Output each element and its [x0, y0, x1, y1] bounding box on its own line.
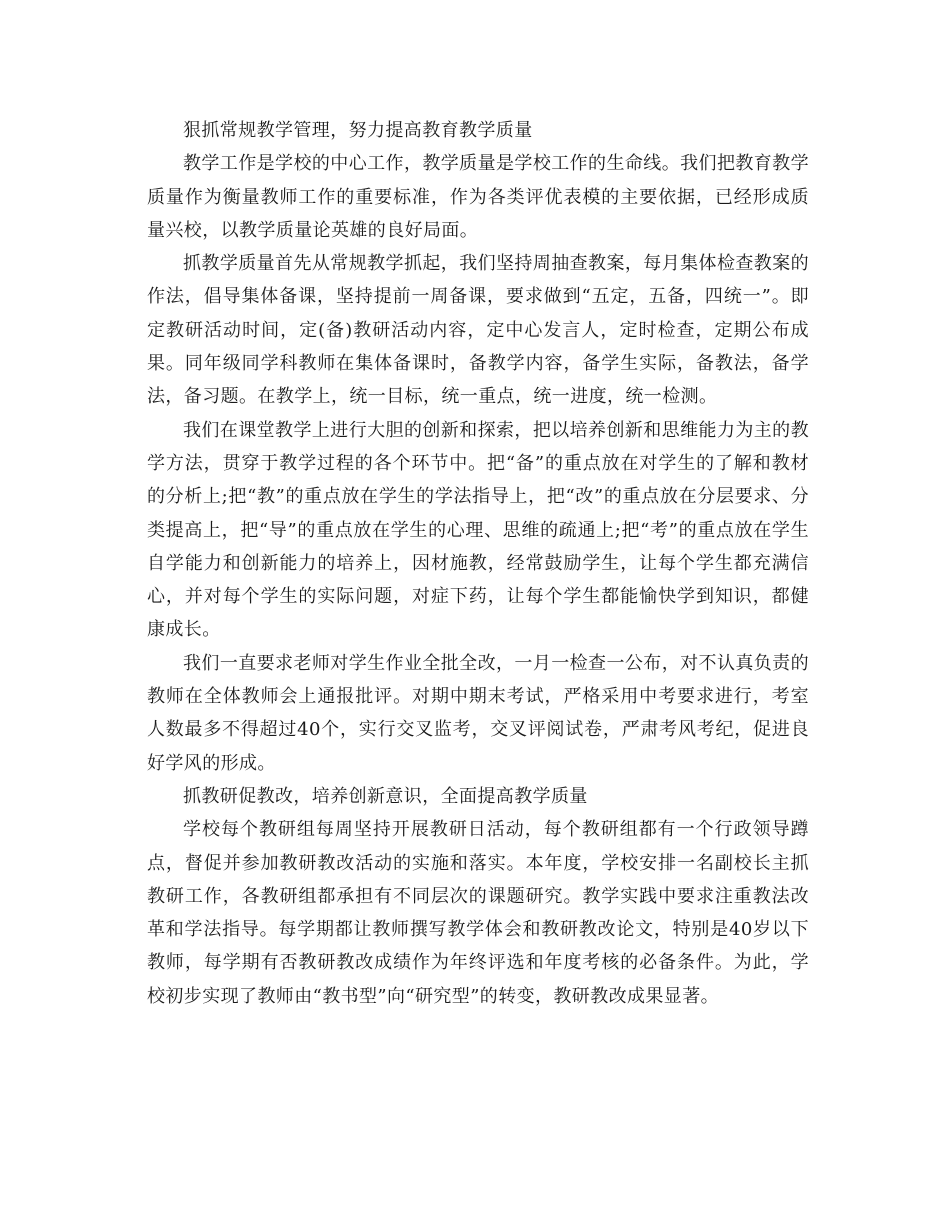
- paragraph: 学校每个教研组每周坚持开展教研日活动，每个教研组都有一个行政领导蹲点，督促并参加教研教改活动的实施和落实。本年度，学校安排一名副校长主抓教研工作，各教研组都承担有不同层次的课题研究。教学实践中要求注重教法改革和学法指导。每学期都让教师撰写教学体会和教研教改论文，特别是40岁以下教师，每学期有否教研教改成绩作为年终评选和年度考核的必备条件。为此，学校初步实现了教师由“教书型”向“研究型”的转变，教研教改成果显著。: [147, 819, 809, 1007]
- section-heading-2: 抓教研促教改，培养创新意识，全面提高教学质量: [183, 785, 588, 807]
- paragraph: 我们在课堂教学上进行大胆的创新和探索，把以培养创新和思维能力为主的教学方法，贯穿于教学过程的各个环节中。把“备”的重点放在对学生的了解和教材的分析上;把“教”的重点放在学生的学法指导上，把“改”的重点放在分层要求、分类提高上，把“导”的重点放在学生的心理、思维的疏通上;把“考”的重点放在学生自学能力和创新能力的培养上，因材施教，经常鼓励学生，让每个学生都充满信心，并对每个学生的实际问题，对症下药，让每个学生都能愉快学到知识，都健康成长。: [147, 419, 809, 641]
- paragraph: 抓教学质量首先从常规教学抓起，我们坚持周抽查教案，每月集体检查教案的作法，倡导集体备课，坚持提前一周备课，要求做到“五定，五备，四统一”。即定教研活动时间，定(备)教研活动内容，定中心发言人，定时检查，定期公布成果。同年级同学科教师在集体备课时，备教学内容，备学生实际，备教法，备学法，备习题。在教学上，统一目标，统一重点，统一进度，统一检测。: [147, 253, 809, 408]
- document-body: [147, 114, 809, 1013]
- paragraph: 教学工作是学校的中心工作，教学质量是学校工作的生命线。我们把教育教学质量作为衡量教师工作的重要标准，作为各类评优表模的主要依据，已经形成质量兴校，以教学质量论英雄的良好局面。: [147, 153, 809, 241]
- section-heading-1: 狠抓常规教学管理，努力提高教育教学质量: [183, 120, 533, 141]
- paragraph: 我们一直要求老师对学生作业全批全改，一月一检查一公布，对不认真负责的教师在全体教师会上通报批评。对期中期末考试，严格采用中考要求进行，考室人数最多不得超过40个，实行交叉监考，交叉评阅试卷，严肃考风考纪，促进良好学风的形成。: [147, 652, 809, 774]
